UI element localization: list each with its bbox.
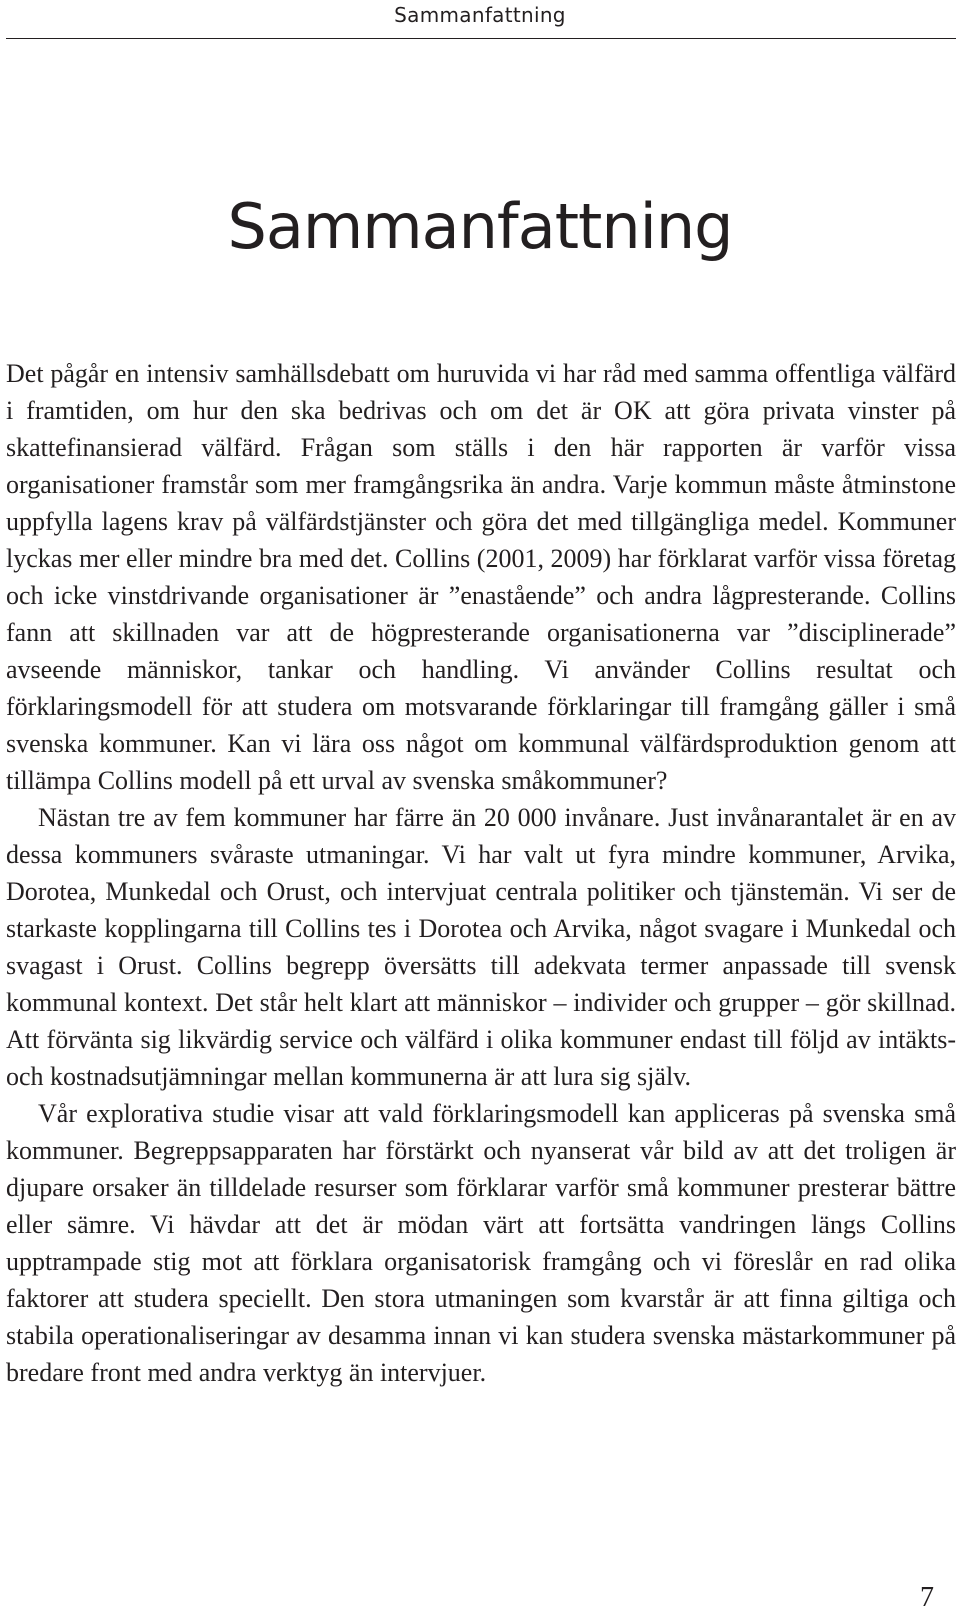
page-number: 7	[920, 1582, 934, 1613]
chapter-title: Sammanfattning	[227, 190, 733, 263]
running-header: Sammanfattning	[394, 3, 566, 27]
paragraph-1: Det pågår en intensiv samhällsdebatt om huruvida vi har råd med samma offentliga välfärd i framtiden, om hur den ska bedrivas och om det är OK att göra privata vinster på skattefinansierad välfärd. Frågan som ställs i den här rapporten är varför vissa organisationer framstår som mer framgångsrika än andra. Varje kommun måste åtminstone uppfylla lagens krav på välfärdstjänster och göra det med tillgängliga medel. Kommuner lyckas mer eller mindre bra med det. Collins (2001, 2009) har förklarat varför vissa företag och icke vinstdrivande organisationer är ”enastående” och andra lågpresterande. Collins fann att skillnaden var att de högpresterande organisationerna var ”disciplinerade” avseende människor, tankar och handling. Vi använder Collins resultat och förklaringsmodell för att studera om motsvarande förklaringar till framgång gäller i små svenska kommuner. Kan vi lära oss något om kommunal välfärdsproduktion genom att tillämpa Collins modell på ett urval av svenska småkommuner?	[6, 359, 956, 795]
body-text	[6, 355, 956, 1391]
paragraph-2: Nästan tre av fem kommuner har färre än 20 000 invånare. Just invånarantalet är en av dessa kommuners svåraste utmaningar. Vi har valt ut fyra mindre kommuner, Arvika, Dorotea, Munkedal och Orust, och intervjuat centrala politiker och tjänstemän. Vi ser de starkaste kopplingarna till Collins tes i Dorotea och Arvika, något svagare i Munkedal och svagast i Orust. Collins begrepp översätts till adekvata termer anpassade till svensk kommunal kontext. Det står helt klart att människor – individer och grupper – gör skillnad. Att förvänta sig likvärdig service och välfärd i olika kommuner endast till följd av intäkts- och kostnadsutjämningar mellan kommunerna är att lura sig själv.	[6, 803, 956, 1091]
paragraph-3: Vår explorativa studie visar att vald förklaringsmodell kan appliceras på svenska små kommuner. Begreppsapparaten har förstärkt och nyanserat vår bild av att det troligen är djupare orsaker än tilldelade resurser som förklarar varför små kommuner presterar bättre eller sämre. Vi hävdar att det är mödan värt att fortsätta vandringen längs Collins upptrampade stig mot att förklara organisatorisk framgång och vi föreslår en rad olika faktorer att studera speciellt. Den stora utmaningen som kvarstår är att finna giltiga och stabila operationaliseringar av desamma innan vi kan studera svenska mästarkommuner på bredare front med andra verktyg än intervjuer.	[6, 1099, 956, 1387]
header-rule	[6, 38, 956, 39]
